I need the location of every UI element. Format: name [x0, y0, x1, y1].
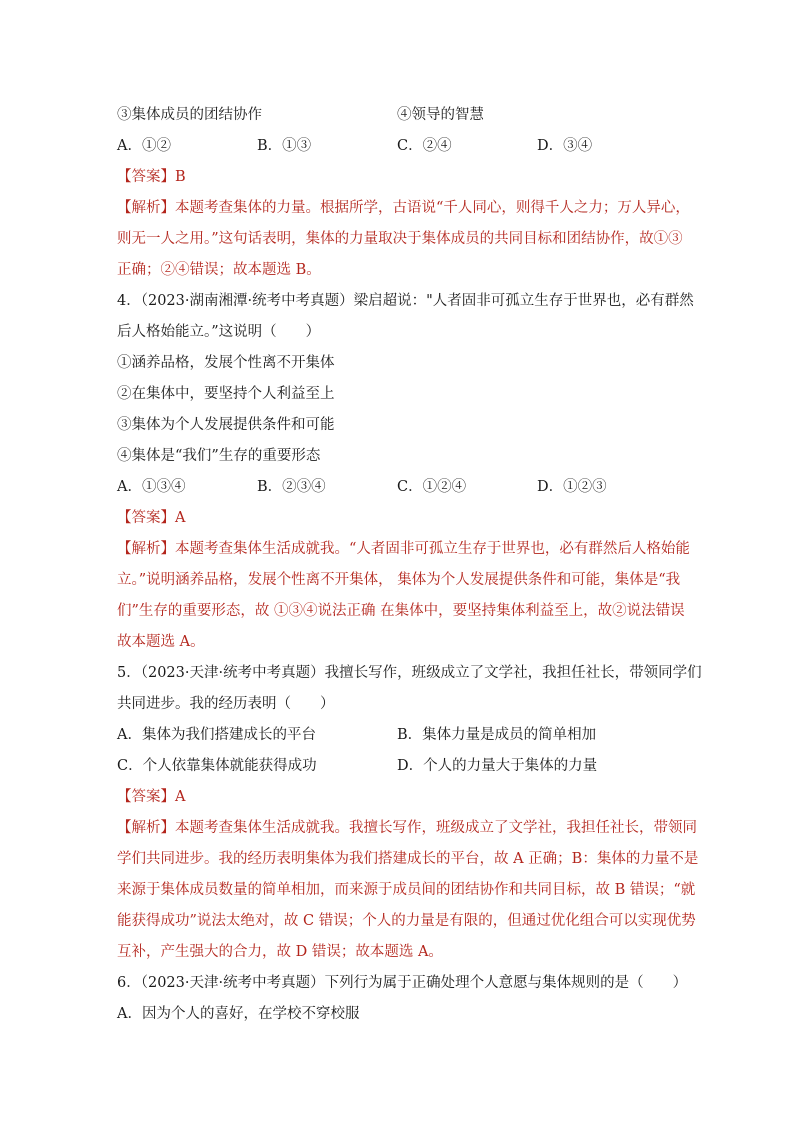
option: A．①② — [117, 138, 171, 154]
answer-label: 【答案】B — [117, 169, 186, 185]
option: A．①③④ — [117, 479, 186, 495]
answer-label: 【答案】A — [117, 510, 186, 526]
option: D．③④ — [537, 138, 593, 154]
analysis-line: 【解析】本题考查集体生活成就我。我擅长写作，班级成立了文学社，我担任社长，带领同 — [117, 820, 697, 836]
question-stem: 共同进步。我的经历表明（ ） — [117, 696, 335, 712]
analysis-line: 们”生存的重要形态，故 ①③④说法正确 在集体中，要坚持集体利益至上，故②说法错误 — [117, 603, 685, 619]
analysis-line: 正确；②④错误；故本题选 B。 — [117, 262, 321, 278]
question-stem: 后人格始能立。”这说明（ ） — [117, 324, 321, 340]
analysis — [117, 534, 690, 658]
analysis-line: 故本题选 A。 — [117, 634, 205, 650]
option: C．①②④ — [397, 479, 467, 495]
option: A．因为个人的喜好，在学校不穿校服 — [117, 1006, 360, 1022]
analysis — [117, 193, 690, 286]
question-item: ③集体为个人发展提供条件和可能 — [117, 417, 335, 433]
option: C．②④ — [397, 138, 452, 154]
option: C．个人依靠集体就能获得成功 — [117, 758, 317, 774]
option: D．个人的力量大于集体的力量 — [397, 758, 598, 774]
analysis-line: 【解析】本题考查集体生活成就我。“人者固非可孤立生存于世界也，必有群然后人格始能 — [117, 541, 690, 557]
question-stem: 4．（2023·湖南湘潭·统考中考真题）梁启超说："人者固非可孤立生存于世界也，必有群然 — [117, 293, 694, 309]
question-item: ①涵养品格，发展个性离不开集体 — [117, 355, 335, 371]
options-row — [117, 472, 677, 503]
analysis — [117, 813, 699, 968]
question-item: ③集体成员的团结协作 — [117, 107, 262, 123]
option: B．集体力量是成员的简单相加 — [397, 727, 597, 743]
analysis-line: 则无一人之用。”这句话表明，集体的力量取决于集体成员的共同目标和团结协作，故①③ — [117, 231, 683, 247]
option: B．①③ — [257, 138, 312, 154]
options-row — [117, 720, 677, 751]
analysis-line: 互补，产生强大的合力，故 D 错误；故本题选 A。 — [117, 944, 443, 960]
question-stem: 5．（2023·天津·统考中考真题）我擅长写作，班级成立了文学社，我担任社长，带领同学们 — [117, 665, 702, 681]
analysis-line: 【解析】本题考查集体的力量。根据所学，古语说“千人同心，则得千人之力；万人异心， — [117, 200, 690, 216]
option: D．①②③ — [537, 479, 607, 495]
options-row — [117, 131, 677, 162]
question-item: ④集体是“我们”生存的重要形态 — [117, 448, 321, 464]
options-row — [117, 751, 677, 782]
document-page — [117, 100, 702, 1030]
analysis-line: 立。”说明涵养品格，发展个性离不开集体， 集体为个人发展提供条件和可能，集体是“我 — [117, 572, 681, 588]
question-stem: 6．（2023·天津·统考中考真题）下列行为属于正确处理个人意愿与集体规则的是（ ） — [117, 975, 688, 991]
question-item: ②在集体中，要坚持个人利益至上 — [117, 386, 335, 402]
answer-label: 【答案】A — [117, 789, 186, 805]
option: B．②③④ — [257, 479, 326, 495]
analysis-line: 来源于集体成员数量的简单相加，而来源于成员间的团结协作和共同目标，故 B 错误；“就 — [117, 882, 696, 898]
analysis-line: 能获得成功”说法太绝对，故 C 错误；个人的力量是有限的，但通过优化组合可以实现优势 — [117, 913, 696, 929]
option: A．集体为我们搭建成长的平台 — [117, 727, 316, 743]
question-items-row — [117, 100, 677, 131]
analysis-line: 学们共同进步。我的经历表明集体为我们搭建成长的平台，故 A 正确；B：集体的力量不是 — [117, 851, 699, 867]
question-item: ④领导的智慧 — [397, 107, 484, 123]
